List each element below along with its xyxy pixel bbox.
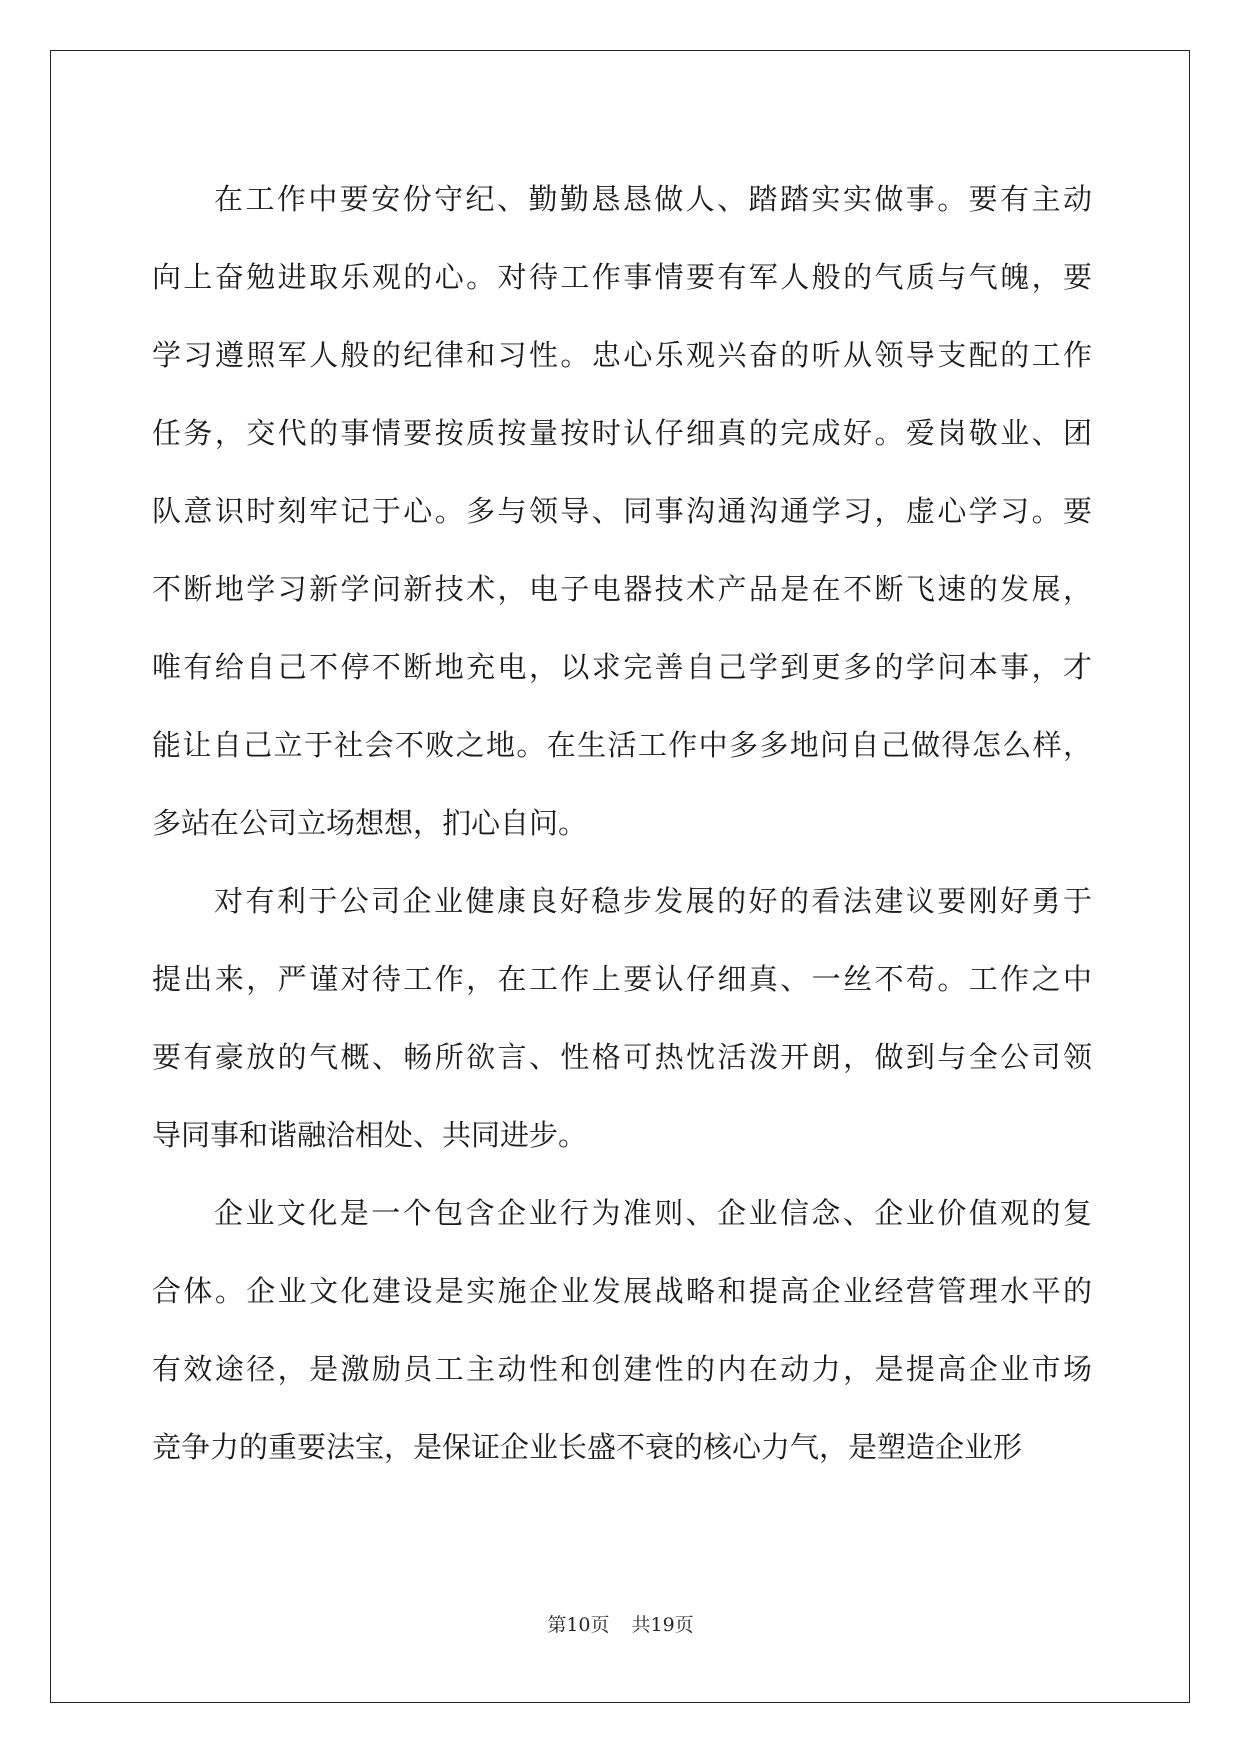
text-line: 导同事和谐融洽相处、共同进步。 <box>152 1118 588 1152</box>
text-line: 唯有给自己不停不断地充电，以求完善自己学到更多的学问本事，才 <box>152 650 1092 684</box>
text-line: 学习遵照军人般的纪律和习性。忠心乐观兴奋的听从领导支配的工作 <box>152 338 1092 372</box>
text-line: 向上奋勉进取乐观的心。对待工作事情要有军人般的气质与气魄，要 <box>152 260 1092 294</box>
text-line: 队意识时刻牢记于心。多与领导、同事沟通沟通学习，虚心学习。要 <box>152 494 1092 528</box>
text-line: 能让自己立于社会不败之地。在生活工作中多多地问自己做得怎么样， <box>152 728 1092 762</box>
text-line: 多站在公司立场想想，扪心自问。 <box>152 806 588 840</box>
page-number: 第10页 <box>547 1614 610 1636</box>
text-line: 在工作中要安份守纪、勤勤恳恳做人、踏踏实实做事。要有主动 <box>214 182 1092 216</box>
text-line: 对有利于公司企业健康良好稳步发展的好的看法建议要刚好勇于 <box>214 884 1092 918</box>
text-line: 要有豪放的气概、畅所欲言、性格可热忱活泼开朗，做到与全公司领 <box>152 1040 1092 1074</box>
paragraph <box>152 862 1092 1174</box>
text-line: 企业文化是一个包含企业行为准则、企业信念、企业价值观的复 <box>214 1196 1092 1230</box>
document-body <box>152 160 1092 1486</box>
paragraph <box>152 160 1092 862</box>
page-total: 共19页 <box>631 1614 694 1636</box>
text-line: 合体。企业文化建设是实施企业发展战略和提高企业经营管理水平的 <box>152 1274 1092 1308</box>
text-line: 不断地学习新学问新技术，电子电器技术产品是在不断飞速的发展， <box>152 572 1092 606</box>
page-footer <box>0 1610 1241 1637</box>
text-line: 竞争力的重要法宝，是保证企业长盛不衰的核心力气，是塑造企业形 <box>152 1430 1023 1464</box>
text-line: 有效途径，是激励员工主动性和创建性的内在动力，是提高企业市场 <box>152 1352 1092 1386</box>
paragraph <box>152 1174 1092 1486</box>
text-line: 提出来，严谨对待工作，在工作上要认仔细真、一丝不苟。工作之中 <box>152 962 1092 996</box>
text-line: 任务，交代的事情要按质按量按时认仔细真的完成好。爱岗敬业、团 <box>152 416 1092 450</box>
